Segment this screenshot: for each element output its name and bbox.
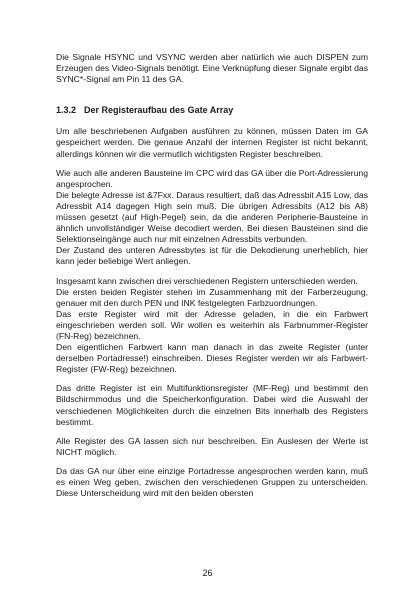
- body-paragraph: Den eigentlichen Farbwert kann man danach in das zweite Register (unter derselben Portadresse!) einschreiben. Dieses Register werden wir als Farbwert-Register (FW-Reg) bezeichnen.: [56, 342, 368, 375]
- body-paragraph: Die belegte Adresse ist &7Fxx. Daraus resultiert, daß das Adressbit A15 Low, das Adressbit A14 dagegen High sein muß. Die übrigen Adressbits (A12 bis A8) müssen gesetzt (auf High-Pegel) sein, da die anderen Peripherie-Bausteine in ähnlich unvollständiger Weise decodiert werden. Bei diesen Bausteinen sind die Selektionseingänge auch nur mit einzelnen Adressbits verbunden.: [56, 189, 368, 245]
- section-title: Der Registeraufbau des Gate Array: [84, 105, 234, 116]
- intro-paragraph: Die Signale HSYNC und VSYNC werden aber natürlich wie auch DISPEN zum Erzeugen des Video-Signals benötigt. Eine Verknüpfung dieser Signale ergibt das SYNC*-Signal am Pin 11 des GA.: [56, 52, 368, 85]
- section-heading: [56, 105, 368, 116]
- body-paragraph: Alle Register des GA lassen sich nur beschreiben. Ein Auslesen der Werte ist NICHT möglich.: [56, 435, 368, 457]
- body-paragraph: Wie auch alle anderen Bausteine im CPC wird das GA über die Port-Adressierung angesprochen.: [56, 167, 368, 189]
- section-number: 1.3.2: [56, 105, 77, 116]
- body-paragraph: Der Zustand des unteren Adressbytes ist für die Dekodierung unerheblich, hier kann jeder beliebige Wert anliegen.: [56, 245, 368, 267]
- body-paragraph: Die ersten beiden Register stehen im Zusammenhang mit der Farberzeugung, genauer mit den durch PEN und INK festgelegten Farbzuordnungen.: [56, 286, 368, 308]
- body-paragraph: Da das GA nur über eine einzige Portadresse angesprochen werden kann, muß es einen Weg geben, zwischen den verschiedenen Gruppen zu unterscheiden. Diese Unterscheidung wird mit den beiden obersten: [56, 465, 368, 499]
- body-paragraph: Insgesamt kann zwischen drei verschiedenen Registern unterschieden werden.: [56, 275, 358, 286]
- page-number: 26: [202, 568, 213, 578]
- body-paragraph: Um alle beschriebenen Aufgaben ausführen zu können, müssen Daten im GA gespeichert werden. Die genaue Anzahl der internen Register ist nicht bekannt, allerdings können wir die vermutlich wichtigsten Register beschreiben.: [56, 126, 368, 159]
- page-content: [56, 52, 368, 507]
- body-paragraph: Das dritte Register ist ein Multifunktionsregister (MF-Reg) und bestimmt den Bildschirmmodus und die Speicherkonfiguration. Dabei wird die Auswahl der verschiedenen Möglichkeiten durch die einzelnen Bits innerhalb des Registers bestimmt.: [56, 383, 368, 427]
- body-paragraph: Das erste Register wird mit der Adresse geladen, in die ein Farbwert eingeschrieben werden soll. Wir wollen es weiterhin als Farbnummer-Register (FN-Reg) bezeichnen.: [56, 308, 368, 341]
